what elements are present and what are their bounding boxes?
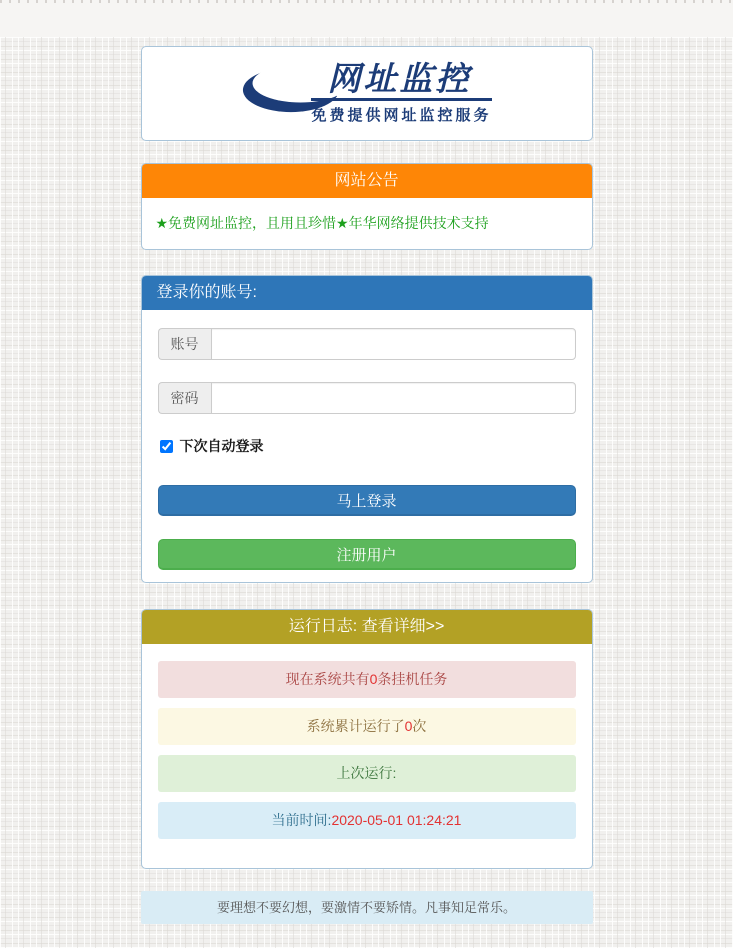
login-panel: [141, 275, 593, 583]
remember-row: [160, 436, 576, 456]
register-button[interactable]: 注册用户: [158, 539, 576, 570]
log-row-currenttime: [158, 802, 576, 839]
announcement-text: ★免费网址监控，且用且珍惜★年华网络提供技术支持: [155, 215, 489, 231]
login-header: 登录你的账号:: [142, 276, 592, 310]
log-row-runs: [158, 708, 576, 745]
site-logo: [241, 59, 492, 126]
account-input[interactable]: [211, 328, 576, 360]
password-input-group: [158, 382, 576, 414]
account-label: 账号: [158, 328, 211, 360]
log-row-lastrun: [158, 755, 576, 792]
password-input[interactable]: [211, 382, 576, 414]
log-row-tasks: [158, 661, 576, 698]
log-row-text: 次: [412, 718, 427, 734]
password-label: 密码: [158, 382, 211, 414]
announcement-header: 网站公告: [142, 164, 592, 198]
log-row-text: 当前时间:: [271, 812, 332, 828]
log-row-text: 系统累计运行了: [306, 718, 405, 734]
log-row-text: 条挂机任务: [377, 671, 448, 687]
runlog-header-text: 运行日志:: [288, 618, 362, 635]
login-button[interactable]: 马上登录: [158, 485, 576, 516]
remember-label[interactable]: 下次自动登录: [179, 438, 264, 454]
runlog-panel: [141, 609, 593, 869]
log-row-text: 上次运行:: [336, 765, 397, 781]
log-row-text: 现在系统共有: [285, 671, 370, 687]
account-input-group: [158, 328, 576, 360]
logo-subtitle: 免费提供网址监控服务: [311, 107, 492, 125]
footer-motto: 要理想不要幻想，要激情不要矫情。凡事知足常乐。: [141, 891, 593, 924]
log-row-value: 0: [369, 671, 378, 687]
runlog-header: [142, 610, 592, 644]
view-details-link[interactable]: 查看详细>>: [361, 618, 445, 635]
logo-title: 网址监控: [311, 62, 491, 102]
page-column: [141, 0, 593, 924]
logo-panel: [141, 46, 593, 141]
announcement-panel: [141, 163, 593, 250]
log-row-value: 0: [404, 718, 413, 734]
log-row-value: 2020-05-01 01:24:21: [331, 812, 462, 828]
remember-checkbox[interactable]: [160, 440, 173, 453]
